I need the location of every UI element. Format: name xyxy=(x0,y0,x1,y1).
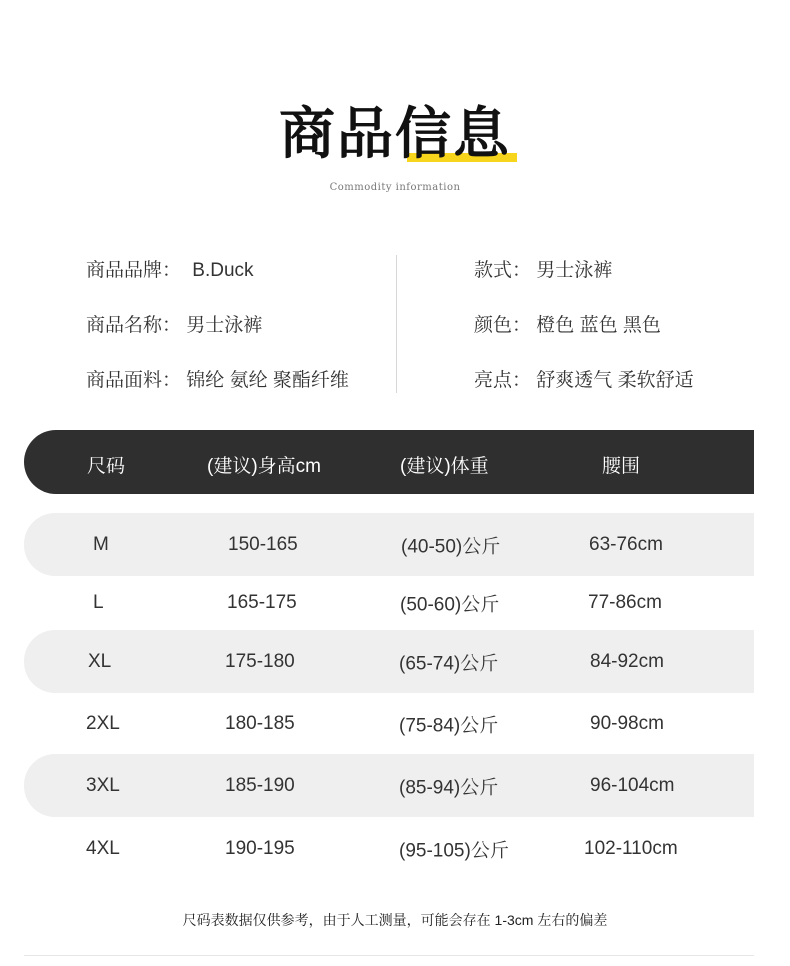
cell-size: 4XL xyxy=(86,837,120,859)
info-fabric xyxy=(86,365,349,392)
cell-height: 175-180 xyxy=(225,650,295,672)
cell-size: L xyxy=(93,591,104,613)
page-title-text: 商品信息 xyxy=(279,102,511,165)
cell-height: 185-190 xyxy=(225,774,295,796)
table-row xyxy=(24,692,754,755)
info-label: 款式： xyxy=(474,260,532,281)
info-label: 商品面料： xyxy=(86,370,182,391)
info-value: 锦纶 氨纶 聚酯纤维 xyxy=(186,370,349,391)
cell-height: 180-185 xyxy=(225,712,295,734)
cell-weight: (40-50)公斤 xyxy=(401,536,501,557)
cell-waist: 77-86cm xyxy=(588,591,662,613)
cell-height: 150-165 xyxy=(228,533,298,555)
page-subtitle: Commodity information xyxy=(329,182,461,193)
cell-size: XL xyxy=(88,650,112,672)
info-label: 亮点： xyxy=(474,370,532,391)
cell-weight: (50-60)公斤 xyxy=(400,594,500,615)
cell-waist: 63-76cm xyxy=(589,533,663,555)
cell-waist: 102-110cm xyxy=(584,837,678,859)
cell-height: 190-195 xyxy=(225,837,295,859)
table-row xyxy=(24,513,754,576)
bottom-divider xyxy=(24,955,754,956)
info-value: 舒爽透气 柔软舒适 xyxy=(536,370,694,391)
cell-weight: (85-94)公斤 xyxy=(399,777,499,798)
table-row xyxy=(24,817,754,880)
info-value: 男士泳裤 xyxy=(536,260,613,281)
info-value: 男士泳裤 xyxy=(186,315,263,336)
cell-waist: 90-98cm xyxy=(590,712,664,734)
info-product-name xyxy=(86,310,262,337)
info-value: 橙色 蓝色 黑色 xyxy=(536,315,661,336)
table-row xyxy=(24,571,754,634)
cell-size: 3XL xyxy=(86,774,120,796)
column-header-height: (建议)身高cm xyxy=(207,456,321,477)
info-color xyxy=(474,310,661,337)
title-block xyxy=(0,100,790,168)
cell-height: 165-175 xyxy=(227,591,297,613)
cell-waist: 84-92cm xyxy=(590,650,664,672)
info-label: 商品品牌： xyxy=(86,260,182,281)
info-highlight xyxy=(474,365,694,392)
table-row xyxy=(24,630,754,693)
info-brand xyxy=(86,255,254,282)
cell-weight: (95-105)公斤 xyxy=(399,840,509,861)
info-label: 商品名称： xyxy=(86,315,182,336)
size-table-header xyxy=(24,430,754,494)
cell-weight: (65-74)公斤 xyxy=(399,653,499,674)
cell-size: 2XL xyxy=(86,712,120,734)
cell-waist: 96-104cm xyxy=(590,774,675,796)
column-header-weight: (建议)体重 xyxy=(400,456,489,477)
page-title xyxy=(279,100,511,168)
column-header-waist: 腰围 xyxy=(602,456,641,477)
column-header-size: 尺码 xyxy=(87,456,126,477)
info-style xyxy=(474,255,612,282)
cell-size: M xyxy=(93,533,109,555)
size-disclaimer-note: 尺码表数据仅供参考，由于人工测量，可能会存在 1-3cm 左右的偏差 xyxy=(182,912,608,928)
info-divider xyxy=(396,255,397,393)
info-label: 颜色： xyxy=(474,315,532,336)
info-value: B.Duck xyxy=(192,260,254,281)
cell-weight: (75-84)公斤 xyxy=(399,715,499,736)
table-row xyxy=(24,754,754,817)
